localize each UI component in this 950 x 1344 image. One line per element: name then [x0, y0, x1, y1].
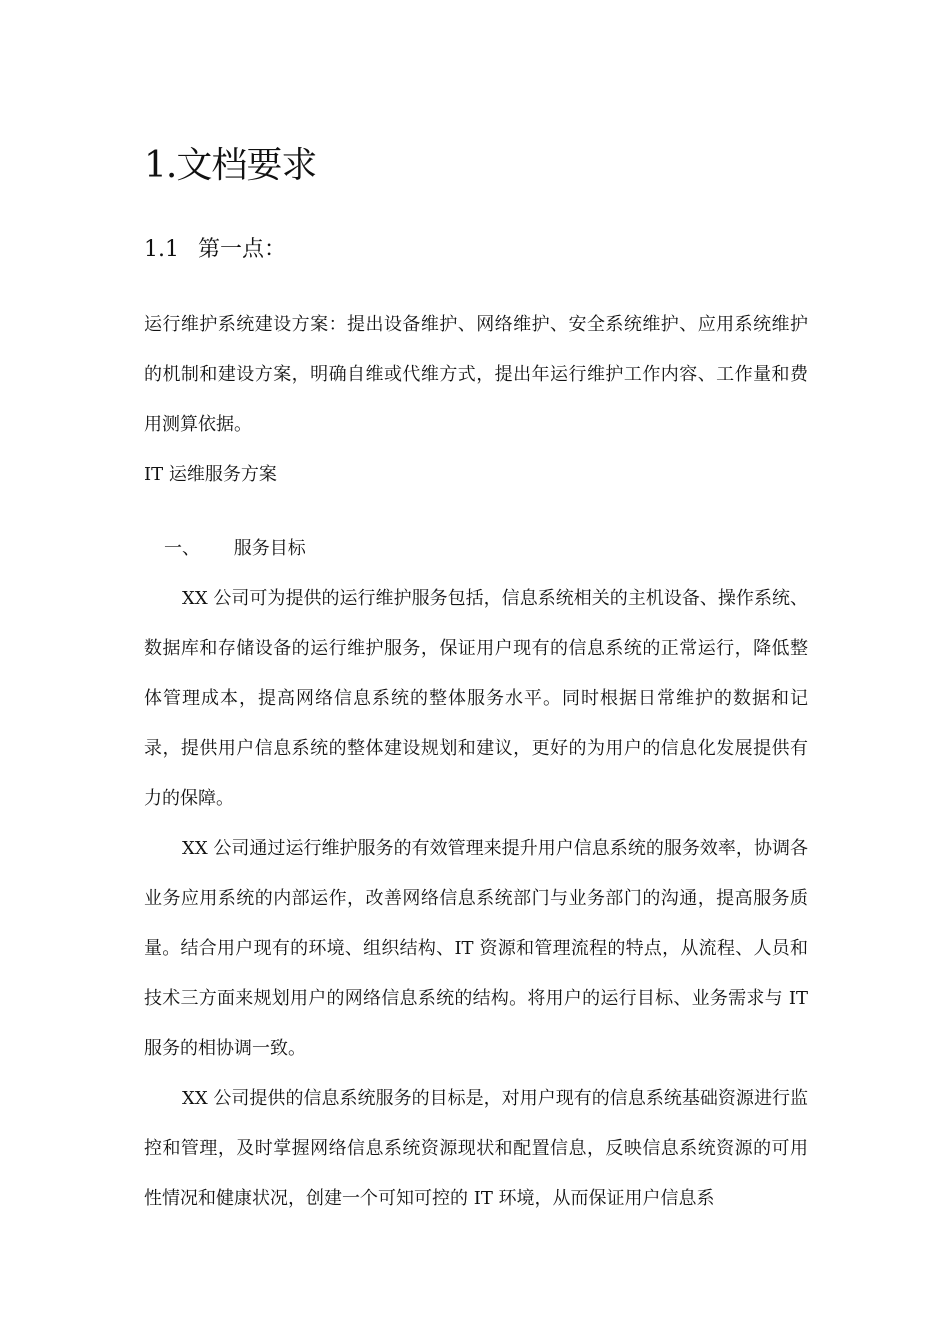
- section-heading: [144, 524, 808, 574]
- document-body: [144, 140, 808, 1224]
- body-paragraph-3: XX 公司提供的信息系统服务的目标是，对用户现有的信息系统基础资源进行监控和管理，及时掌握网络信息系统资源现状和配置信息，反映信息系统资源的可用性情况和健康状况，创建一个可知可控的 IT 环境，从而保证用户信息系: [144, 1088, 808, 1209]
- section-marker: 一、: [164, 538, 200, 559]
- heading-2-number: 1.1: [144, 237, 179, 262]
- plan-title: IT 运维服务方案: [144, 464, 277, 485]
- intro-paragraph: 运行维护系统建设方案：提出设备维护、网络维护、安全系统维护、应用系统维护的机制和建设方案，明确自维或代维方式，提出年运行维护工作内容、工作量和费用测算依据。: [144, 314, 808, 435]
- body-paragraph-2: XX 公司通过运行维护服务的有效管理来提升用户信息系统的服务效率，协调各业务应用系统的内部运作，改善网络信息系统部门与业务部门的沟通，提高服务质量。结合用户现有的环境、组织结构、IT 资源和管理流程的特点，从流程、人员和技术三方面来规划用户的网络信息系统的结构。将用户的运行目标、业务需求与 IT 服务的相协调一致。: [144, 838, 808, 1059]
- heading-2-text: 第一点：: [198, 237, 287, 262]
- body-paragraph-1: XX 公司可为提供的运行维护服务包括，信息系统相关的主机设备、操作系统、数据库和存储设备的运行维护服务，保证用户现有的信息系统的正常运行，降低整体管理成本，提高网络信息系统的整体服务水平。同时根据日常维护的数据和记录，提供用户信息系统的整体建设规划和建议，更好的为用户的信息化发展提供有力的保障。: [144, 588, 808, 809]
- heading-1: 1.文档要求: [144, 145, 317, 186]
- section-title: 服务目标: [233, 538, 306, 559]
- heading-2: [144, 232, 808, 268]
